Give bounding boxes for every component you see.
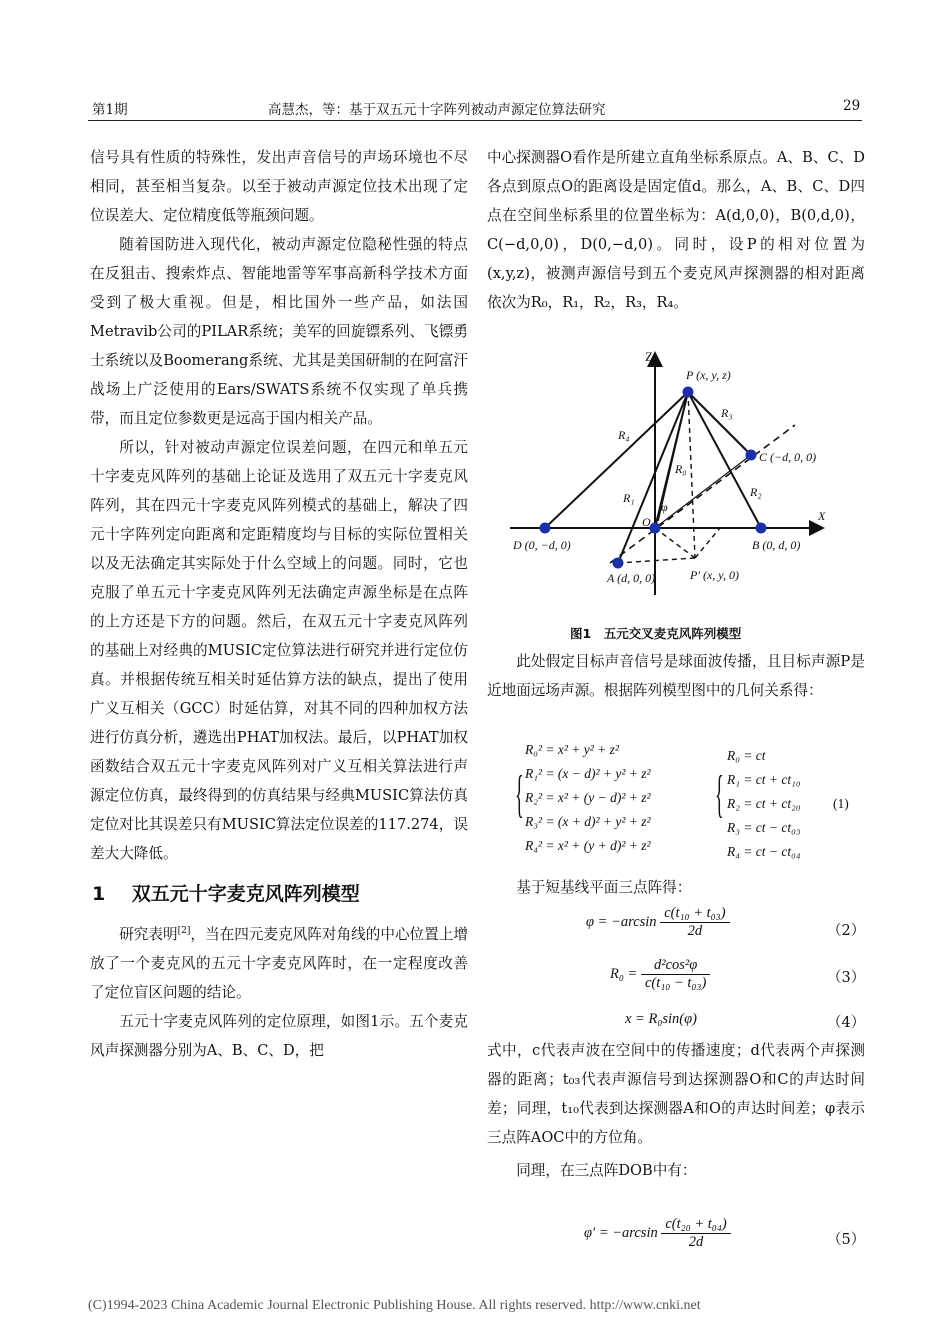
paragraph-text: 研究表明 — [119, 925, 178, 943]
line-r3 — [688, 392, 751, 455]
label-c: C (−d, 0, 0) — [759, 450, 817, 464]
paragraph: 所以，针对被动声源定位误差问题，在四元和单五元十字麦克风阵列的基础上论证及选用了双五元十字麦克风阵列，其在四元十字麦克风阵列模式的基础上，解决了四元十字阵列定向距离和定距精度均与目标的实际位置相关以及无法确定其实际处于什么空域上的问题。同时，它也克服了单五元十字麦克风阵列无法确定声源坐标是在点阵的上方还是下方的问题。然后，在双五元十字麦克风阵列的基础上对经典的MUSIC定位算法进行研究并进行定位仿真。并根据传统互相关时延估算方法的缺点，提出了使用广义互相关（GCC）时延估算，对其不同的四种加权方法进行仿真分析，遴选出PHAT加权法。最后，以PHAT加权函数结合双五元十字麦克风阵列对广义互相关算法进行声源定位仿真，最终得到的仿真结果与经典MUSIC算法仿真定位对比其误差只有MUSIC算法定位误差的117.274，误差大大降低。 — [90, 439, 468, 862]
eq-line: R₃² = (x + d)² + y² + z² — [525, 814, 651, 829]
label-b: B (0, d, 0) — [752, 538, 801, 552]
label-x: X — [818, 509, 826, 523]
right-column-top — [487, 143, 865, 317]
numerator: d²cos²φ — [641, 957, 710, 975]
eq-line: R₂ = ct + ct₂₀ — [727, 796, 801, 811]
label-r2: R₂ — [750, 485, 762, 499]
label-a: A (d, 0, 0) — [607, 571, 656, 585]
paragraph: 此处假定目标声音信号是球面波传播，且目标声源P是近地面远场声源。根据阵列模型图中的几何关系得： — [487, 653, 865, 699]
projection-line — [655, 528, 695, 558]
fraction — [660, 905, 729, 940]
paragraph-text: ，当在四元麦克风阵对角线的中心位置上增放了一个麦克风的五元十字麦克风阵时，在一定程度改善了定位盲区问题的结论。 — [90, 925, 468, 1001]
page-number: 29 — [843, 98, 861, 114]
label-phi: φ — [661, 500, 668, 514]
copyright-footer: (C)1994-2023 China Academic Journal Electronic Publishing House. All rights reserved. http://www.cnki.net — [88, 1298, 701, 1313]
equation-4: x = R₀sin(φ) — [625, 1011, 697, 1027]
equation-5 — [584, 1216, 731, 1251]
equation-2 — [586, 905, 730, 940]
equation-system-1 — [515, 740, 850, 864]
eq-line: R₄ = ct − ct₀₄ — [727, 844, 801, 859]
eq-lhs: φ = −arcsin — [586, 913, 657, 930]
section-number: 1 — [92, 883, 106, 905]
label-p: P (x, y, z) — [686, 368, 731, 382]
denominator: 2d — [688, 1234, 704, 1250]
point-a — [613, 558, 624, 569]
fraction — [661, 1216, 730, 1251]
equation-tag: （5） — [827, 1232, 866, 1248]
right-column-p3 — [487, 873, 865, 902]
equation-3 — [610, 957, 710, 992]
paragraph: 基于短基线平面三点阵得： — [516, 879, 692, 896]
label-z: Z — [645, 349, 653, 364]
denominator: 2d — [687, 923, 703, 939]
eq-line: R₂² = x² + (y − d)² + z² — [525, 790, 651, 805]
running-title: 高慧杰，等：基于双五元十字阵列被动声源定位算法研究 — [268, 102, 606, 118]
numerator: c(t₂₀ + t₀₄) — [661, 1216, 730, 1234]
line-r1 — [618, 392, 688, 563]
label-r1: R₁ — [623, 491, 635, 505]
equation-tag: （3） — [827, 970, 866, 986]
right-column-mid — [487, 647, 865, 705]
label-pp: P′ (x, y, 0) — [690, 568, 739, 582]
projection-line — [618, 558, 695, 563]
eq-lhs: R₀ = — [610, 965, 638, 982]
label-r3: R₃ — [721, 406, 733, 420]
point-d — [540, 523, 551, 534]
eq-line: R₀² = x² + y² + z² — [525, 742, 619, 757]
label-r0: R₀ — [675, 462, 687, 476]
label-o: O — [642, 515, 651, 529]
equation-tag: （4） — [827, 1015, 866, 1031]
point-b — [756, 523, 767, 534]
journal-issue: 第1期 — [92, 102, 128, 118]
point-p — [683, 387, 694, 398]
eq-line: R₄² = x² + (y + d)² + z² — [525, 838, 651, 853]
eq-line: R₀ = ct — [727, 748, 766, 763]
numerator: c(t₁₀ + t₀₃) — [660, 905, 729, 923]
projection-line — [695, 528, 720, 558]
point-o — [650, 523, 661, 534]
left-column — [90, 143, 468, 1065]
section-heading — [92, 880, 468, 909]
label-r4: R₄ — [618, 428, 630, 442]
paragraph: 中心探测器O看作是所建立直角坐标系原点。A、B、C、D各点到原点O的距离设是固定值d。那么，A、B、C、D四点在空间坐标系里的位置坐标为：A(d,0,0)，B(0,d,0)，C(−d,0,0)，D(0,−d,0)。同时，设P的相对位置为(x,y,z)，被测声源信号到五个麦克风声探测器的相对距离依次为R₀，R₁，R₂，R₃，R₄。 — [487, 149, 865, 311]
eq-line: R₁ = ct + ct₁₀ — [727, 772, 801, 787]
denominator: c(t₁₀ − t₀₃) — [644, 975, 707, 991]
header-rule — [88, 120, 862, 121]
left-brace: { — [715, 766, 724, 823]
paragraph: 信号具有性质的特殊性，发出声音信号的声场环境也不尽相同，甚至相当复杂。以至于被动声源定位技术出现了定位误差大、定位精度低等瓶颈问题。 — [90, 149, 468, 224]
figure-caption: 图1 五元交叉麦克风阵列模型 — [570, 626, 742, 641]
paragraph: 随着国防进入现代化，被动声源定位隐秘性强的特点在反狙击、搜索炸点、智能地雷等军事高新科学技术方面受到了极大重视。但是，相比国外一些产品，如法国Metravib公司的PILAR系统；美军的回旋镖系列、飞镖勇士系统以及Boomerang系统、尤其是美国研制的在阿富汗战场上广泛使用的Ears/SWATS系统不仅实现了单兵携带，而且定位参数更是远高于国内相关产品。 — [90, 236, 468, 427]
equation-number: (1) — [833, 796, 849, 811]
projection-line — [688, 392, 695, 558]
paragraph: 五元十字麦克风阵列的定位原理，如图1示。五个麦克风声探测器分别为A、B、C、D，把 — [90, 1012, 468, 1059]
paragraph — [90, 917, 468, 1007]
left-brace: { — [515, 766, 524, 823]
fraction — [641, 957, 710, 992]
eq-line: R₁² = (x − d)² + y² + z² — [525, 766, 651, 781]
eq-line: R₃ = ct − ct₀₃ — [727, 820, 801, 835]
figure-array-model — [505, 345, 840, 610]
point-c — [746, 450, 757, 461]
eq-lhs: φ′ = −arcsin — [584, 1224, 658, 1241]
paragraph: 同理，在三点阵DOB中有： — [516, 1162, 697, 1179]
label-d: D (0, −d, 0) — [513, 538, 571, 552]
right-column-bottom — [487, 1036, 865, 1185]
equation-tag: （2） — [827, 923, 866, 939]
paragraph: 式中，c代表声波在空间中的传播速度；d代表两个声探测器的距离；t₀₃代表声源信号到达探测器O和C的声达时间差；同理，t₁₀代表到达探测器A和O的声达时间差；φ表示三点阵AOC中的方位角。 — [487, 1042, 865, 1146]
citation-ref[interactable]: [2] — [177, 926, 191, 936]
section-title: 双五元十字麦克风阵列模型 — [131, 883, 360, 905]
